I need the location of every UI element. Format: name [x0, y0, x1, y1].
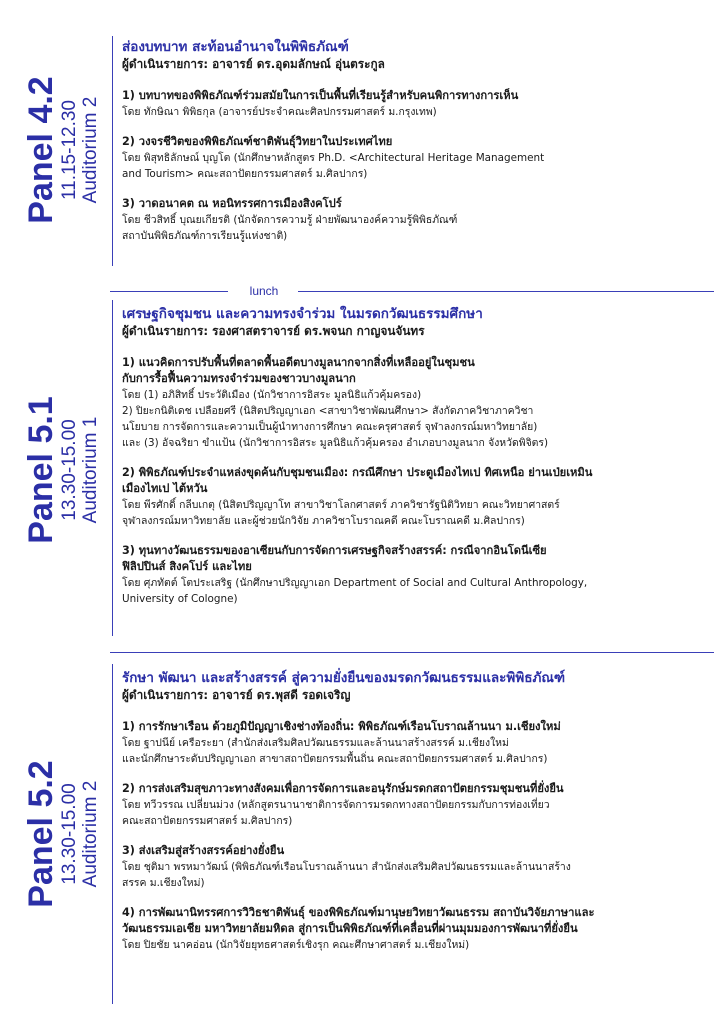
talk-title: 1) การรักษาเรือน ด้วยภูมิปัญญาเชิงช่างท้องถิ่น: พิพิธภัณฑ์เรือนโบราณล้านนา ม.เชียงใหม่: [122, 720, 561, 733]
panel-name: Panel 5.1: [22, 396, 60, 544]
panel-title: รักษา พัฒนา และสร้างสรรค์ สู่ความยั่งยืนของมรดกวัฒนธรรมและพิพิธภัณฑ์: [122, 670, 566, 686]
talk-title: 1) บทบาทของพิพิธภัณฑ์ร่วมสมัยในการเป็นพื้นที่เรียนรู้สำหรับคนพิการทางการเห็น: [122, 89, 519, 102]
talk-item: [122, 781, 712, 829]
panel-name: Panel 5.2: [22, 760, 60, 908]
talk-speaker: โดย ทวีวรรณ เปลี่ยนม่วง (หลักสูตรนานาชาติการจัดการมรดกทางสถาปัตยกรรมกับการท่องเที่ยว คณะสถาปัตยกรรมศาสตร์ ม.ศิลปากร): [122, 799, 550, 827]
panel-divider: [112, 36, 113, 266]
talk-speaker: โดย (1) อภิสิทธิ์ ประวัติเมือง (นักวิชาการอิสระ มูลนิธิแก้วคุ้มครอง) 2) ปิยะกนิติเดช เปลือยศรี (นิสิตปริญญาเอก <สาขาวิชาพัฒนศึกษา> สังกัดภาควิชาภาควิชา นโยบาย การจัดการและความเป็นผู้นำทางการศึกษา คณะครุศาสตร์ จุฬาลงกรณ์มหาวิทยาลัย) และ (3) อัจฉริยา ขำแป้น (นักวิชาการอิสระ มูลนิธิแก้วคุ้มครอง อำเภอบางมูลนาก จังหวัดพิจิตร): [122, 389, 549, 449]
panel-header: [14, 664, 110, 1004]
panel-room: Auditorium 1: [80, 416, 101, 524]
talk-item: [122, 719, 712, 767]
panel-moderator: ผู้ดำเนินรายการ: อาจารย์ ดร.อุดมลักษณ์ อุ่นตระกูล: [122, 57, 385, 71]
talk-item: [122, 88, 712, 120]
section-divider: [110, 652, 714, 653]
panel-name: Panel 4.2: [22, 76, 60, 224]
talk-speaker: โดย ชุติมา พรหมาวัฒน์ (พิพิธภัณฑ์เรือนโบราณล้านนา สำนักส่งเสริมศิลปวัฒนธรรมและล้านนาสร้าง สรรค ม.เชียงใหม่): [122, 861, 571, 889]
panel-room: Auditorium 2: [80, 780, 101, 888]
panel-divider: [112, 664, 113, 1004]
panel-title: เศรษฐกิจชุมชน และความทรงจำร่วม ในมรดกวัฒนธรรมศึกษา: [122, 306, 483, 322]
panel-content: [122, 305, 712, 607]
panel-title: ส่องบทบาท สะท้อนอำนาจในพิพิธภัณฑ์: [122, 39, 349, 55]
talk-item: [122, 196, 712, 244]
talk-item: [122, 843, 712, 891]
talk-item: [122, 355, 712, 451]
panel-content: [122, 669, 712, 953]
talk-title: 4) การพัฒนานิทรรศการวิวิธชาติพันธุ์ ของพิพิธภัณฑ์มานุษยวิทยาวัฒนธรรม สถาบันวิจัยภาษาและ วัฒนธรรมเอเชีย มหาวิทยาลัยมหิดล สู่การเป็นพิพิธภัณฑ์ที่เคลื่อนที่ผ่านมุมมองการพัฒนาที่ยั่งยืน: [122, 906, 595, 935]
talk-speaker: โดย ปิยชัย นาคอ่อน (นักวิจัยยุทธศาสตร์เชิงรุก คณะศึกษาศาสตร์ ม.เชียงใหม่): [122, 939, 470, 951]
talk-speaker: โดย พีรศักดิ์ กลีบเกตุ (นิสิตปริญญาโท สาขาวิชาโลกศาสตร์ ภาควิชารัฐนิติวิทยา คณะวิทยาศาสตร์ จุฬาลงกรณ์มหาวิทยาลัย และผู้ช่วยนักวิจัย ภาควิชาโบราณคดี คณะโบราณคดี ม.ศิลปากร): [122, 499, 560, 527]
panel-time: 11.15-12.30: [59, 99, 80, 201]
divider-line: [298, 291, 714, 292]
talk-speaker: โดย ฐาปนีย์ เครือระยา (สำนักส่งเสริมศิลปวัฒนธรรมและล้านนาสร้างสรรค์ ม.เชียงใหม่ และนักศึกษาระดับปริญญาเอก สาขาสถาปัตยกรรมพื้นถิ่น คณะสถาปัตยกรรมศาสตร์ ม.ศิลปากร): [122, 737, 548, 765]
lunch-divider: [110, 283, 714, 299]
panel-divider: [112, 300, 113, 636]
talk-item: [122, 543, 712, 607]
talk-item: [122, 905, 712, 953]
panel-moderator: ผู้ดำเนินรายการ: อาจารย์ ดร.พุสดี รอดเจริญ: [122, 688, 351, 702]
panel-moderator: ผู้ดำเนินรายการ: รองศาสตราจารย์ ดร.พจนก กาญจนจันทร: [122, 324, 425, 338]
talk-speaker: โดย พิสุทธิลักษณ์ บุญโต (นักศึกษาหลักสูตร Ph.D. <Architectural Heritage Management and Tourism> คณะสถาปัตยกรรมศาสตร์ ม.ศิลปากร): [122, 152, 545, 180]
talk-title: 2) พิพิธภัณฑ์ประจำแหล่งขุดค้นกับชุมชนเมือง: กรณีศึกษา ประตูเมืองไทเป ทิศเหนือ ย่านเป่ยเหมิน เมืองไทเป ไต้หวัน: [122, 466, 593, 495]
panel-room: Auditorium 2: [80, 96, 101, 204]
talk-title: 3) ส่งเสริมสู่สร้างสรรค์อย่างยั่งยืน: [122, 844, 285, 857]
panel-header: [14, 28, 110, 272]
panel-time: 13.30-15.00: [59, 419, 80, 521]
lunch-label: lunch: [249, 284, 279, 298]
talk-item: [122, 465, 712, 529]
talk-title: 1) แนวคิดการปรับพื้นที่ตลาดพื้นอดีตบางมูลนากจากสิ่งที่เหลืออยู่ในชุมชน กับการรื้อฟื้นความทรงจำร่วมของชาวบางมูลนาก: [122, 356, 475, 385]
talk-title: 3) ทุนทางวัฒนธรรมของอาเซียนกับการจัดการเศรษฐกิจสร้างสรรค์: กรณีจากอินโดนีเซีย ฟิลิปปินส์ สิงคโปร์ และไทย: [122, 544, 547, 573]
talk-speaker: โดย ชีวสิทธิ์ บุณยเกียรติ (นักจัดการความรู้ ฝ่ายพัฒนาองค์ความรู้พิพิธภัณฑ์ สถาบันพิพิธภัณฑ์การเรียนรู้แห่งชาติ): [122, 214, 458, 242]
talk-title: 2) การส่งเสริมสุขภาวะทางสังคมเพื่อการจัดการและอนุรักษ์มรดกสถาปัตยกรรมชุมชนที่ยั่งยืน: [122, 782, 564, 795]
divider-line: [110, 291, 228, 292]
talk-title: 3) วาดอนาคต ณ หอนิทรรศการเมืองสิงคโปร์: [122, 197, 342, 210]
talk-speaker: โดย ศุภทัตต์ โตประเสริฐ (นักศึกษาปริญญาเอก Department of Social and Cultural Anthropology, University of Cologne): [122, 577, 588, 605]
panel-header: [14, 300, 110, 640]
talk-speaker: โดย ทักษิณา พิพิธกุล (อาจารย์ประจำคณะศิลปกรรมศาสตร์ ม.กรุงเทพ): [122, 106, 437, 118]
talk-title: 2) วงจรชีวิตของพิพิธภัณฑ์ชาติพันธุ์วิทยาในประเทศไทย: [122, 135, 393, 148]
panel-time: 13.30-15.00: [59, 783, 80, 885]
panel-content: [122, 38, 712, 244]
talk-item: [122, 134, 712, 182]
